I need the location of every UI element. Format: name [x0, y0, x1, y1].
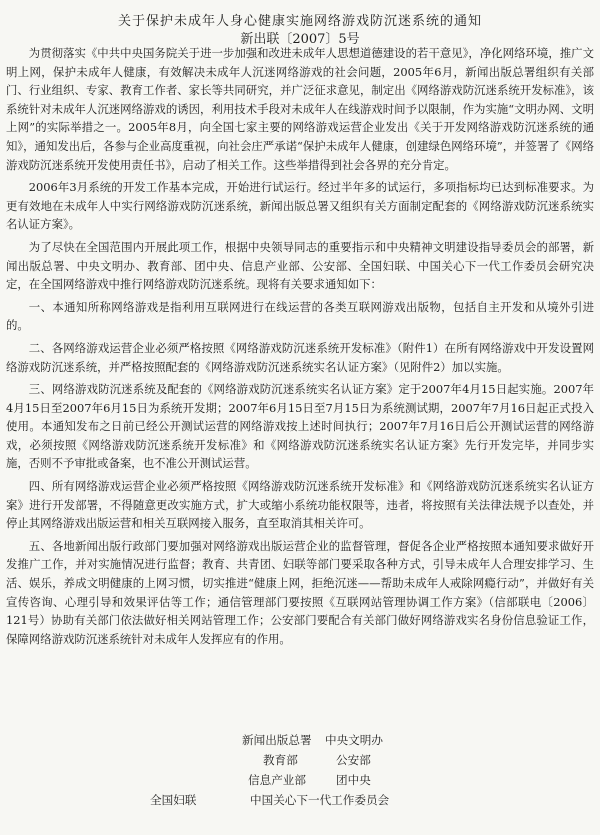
paragraph-item-3: 三、网络游戏防沉迷系统及配套的《网络游戏防沉迷系统实名认证方案》定于2007年4月15日起实施。2007年4月15日至2007年6月15日为系统开发期；2007年6月15日至7月15日为系统测试期，2007年7月16日起正式投入使用。本通知发布之日前已经公开测试运营的网络游戏按上述时间执行；2007年7月16日后公开测试运营的网络游戏，必须按照《网络游戏防沉迷系统开发标准》和《网络游戏防沉迷系统实名认证方案》先行开发完毕，并同步实施，否则不予审批或备案，也不准公开测试运营。: [6, 382, 594, 471]
signatory-womens-federation: 全国妇联: [150, 793, 197, 807]
signatory-next-generation-committee: 中国关心下一代工作委员会: [250, 793, 390, 807]
paragraph-trial-run: 2006年3月系统的开发工作基本完成，开始进行试运行。经过半年多的试运行，多项指标均已达到标准要求。为更有效地在未成年人中实行网络游戏防沉迷系统，新闻出版总署又组织有关方面制定配套的《网络游戏防沉迷系统实名认证方案》。: [6, 180, 594, 232]
paragraph-item-1: 一、本通知所称网络游戏是指利用互联网进行在线运营的各类互联网游戏出版物，包括自主开发和从境外引进的。: [6, 299, 594, 333]
document-number: 新出联〔2007〕5号: [240, 32, 360, 47]
paragraph-decision: 为了尽快在全国范围内开展此项工作，根据中央领导同志的重要指示和中央精神文明建设指导委员会的部署，新闻出版总署、中央文明办、教育部、团中央、信息产业部、公安部、全国妇联、中国关心下一代工作委员会研究决定，在全国网络游戏中推行网络游戏防沉迷系统。现将有关要求通知如下：: [6, 239, 594, 292]
signatory-gapp: 新闻出版总署: [242, 733, 312, 747]
document-body: [6, 44, 594, 648]
signatory-youth-league: 团中央: [336, 773, 371, 787]
signatory-mii: 信息产业部: [248, 773, 306, 787]
signatory-public-security: 公安部: [336, 753, 371, 767]
paragraph-item-4: 四、所有网络游戏运营企业必须严格按照《网络游戏防沉迷系统开发标准》和《网络游戏防沉迷系统实名认证方案》进行开发部署，不得随意更改实施方式，扩大或缩小系统功能权限等，违者，将按照有关法律法规予以查处，并停止其网络游戏出版运营和相关互联网接入服务，直至取消其相关许可。: [6, 479, 594, 531]
paragraph-item-2: 二、各网络游戏运营企业必须严格按照《网络游戏防沉迷系统开发标准》（附件1）在所有网络游戏中开发设置网络游戏防沉迷系统，并严格按照配套的《网络游戏防沉迷系统实名认证方案》（见附件2）加以实施。: [6, 340, 594, 374]
signatory-education-ministry: 教育部: [263, 753, 298, 767]
signatory-civilization-office: 中央文明办: [325, 733, 383, 747]
paragraph-item-5: 五、各地新闻出版行政部门要加强对网络游戏出版运营企业的监督管理，督促各企业严格按照本通知要求做好开发推广工作，并对实施情况进行监督；教育、共青团、妇联等部门要采取各种方式，引导未成年人合理安排学习、生活、娱乐，养成文明健康的上网习惯，切实推进“健康上网，拒绝沉迷——帮助未成年人戒除网瘾行动”，并做好有关宣传咨询、心理引导和效果评估等工作；通信管理部门要按照《互联网站管理协调工作方案》（信部联电〔2006〕121号）协助有关部门依法做好相关网站管理工作；公安部门要配合有关部门做好网络游戏实名身份信息验证工作，保障网络游戏防沉迷系统针对未成年人发挥应有的作用。: [6, 538, 594, 646]
document-title: 关于保护未成年人身心健康实施网络游戏防沉迷系统的通知: [117, 14, 482, 29]
paragraph-background: 为贯彻落实《中共中央国务院关于进一步加强和改进未成年人思想道德建设的若干意见》，净化网络环境，推广文明上网，保护未成年人健康，有效解决未成年人沉迷网络游戏的社会问题，2005年6月，新闻出版总署组织有关部门、行业组织、专家、教育工作者、家长等共同研究，并广泛征求意见，制定出《网络游戏防沉迷系统开发标准》，该系统针对未成年人沉迷网络游戏的诱因，利用技术手段对未成年人在线游戏时间予以限制，作为实施“文明办网、文明上网”的实际举措之一。2005年8月，向全国七家主要的网络游戏运营企业发出《关于开发网络游戏防沉迷系统的通知》，通知发出后，各参与企业高度重视，向社会庄严承诺“保护未成年人健康，创建绿色网络环境”，并签署了《网络游戏防沉迷系统开发使用责任书》，启动了相关工作。这些举措得到社会各界的充分肯定。: [6, 46, 594, 172]
